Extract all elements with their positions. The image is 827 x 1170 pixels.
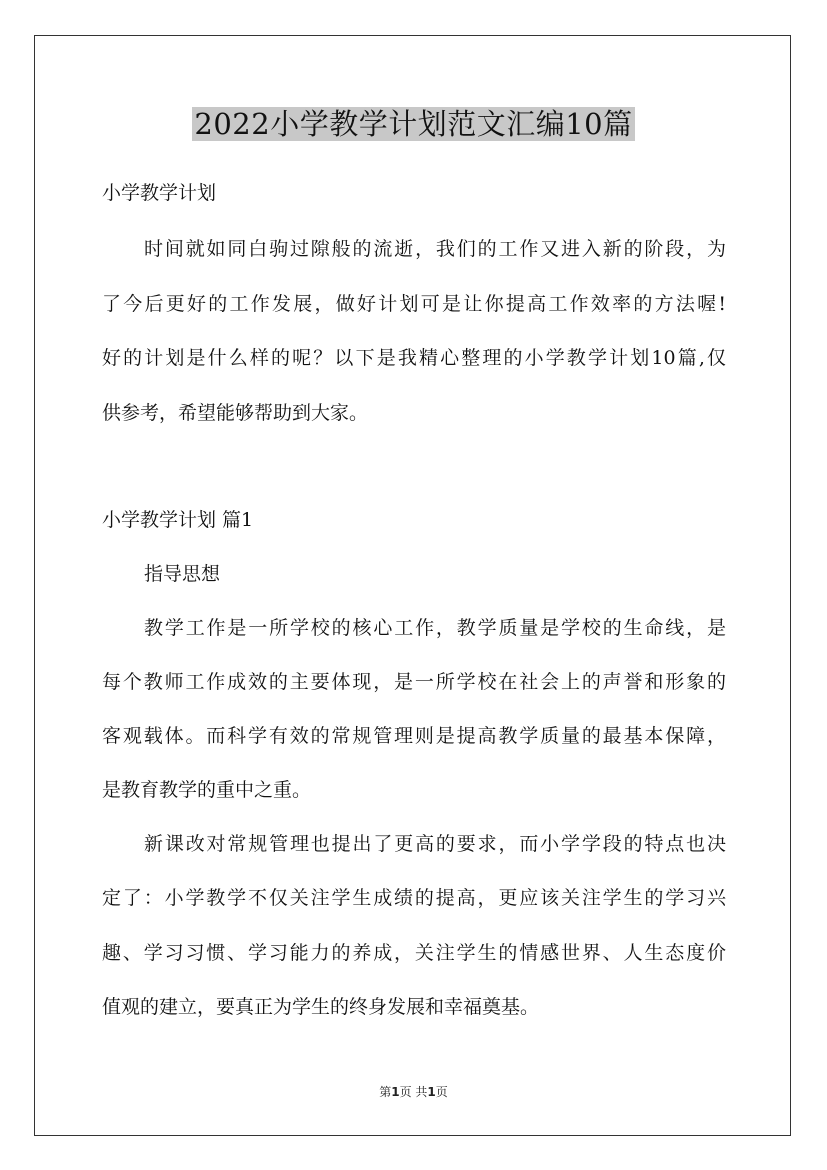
part-subheading: 指导思想 — [144, 563, 221, 585]
footer-prefix: 第 — [379, 1085, 392, 1099]
intro-line: 时间就如同白驹过隙般的流逝，我们的工作又进入新的阶段，为 — [144, 238, 726, 260]
intro-line: 供参考，希望能够帮助到大家。 — [102, 402, 369, 424]
section-heading: 小学教学计划 — [102, 182, 217, 204]
paragraph-line: 值观的建立，要真正为学生的终身发展和幸福奠基。 — [102, 996, 540, 1018]
paragraph-line: 趣、学习习惯、学习能力的养成，关注学生的情感世界、人生态度价 — [102, 942, 726, 964]
paragraph-line: 新课改对常规管理也提出了更高的要求，而小学学段的特点也决 — [144, 833, 726, 855]
paragraph-line: 客观载体。而科学有效的常规管理则是提高教学质量的最基本保障， — [102, 725, 726, 747]
footer-current-page: 1 — [391, 1085, 400, 1099]
intro-line: 了今后更好的工作发展，做好计划可是让你提高工作效率的方法喔! — [102, 293, 726, 315]
paragraph-line: 是教育教学的重中之重。 — [102, 779, 312, 801]
part-heading: 小学教学计划 篇1 — [102, 509, 254, 531]
page-footer — [0, 1084, 827, 1100]
document-title — [0, 104, 827, 144]
footer-suffix: 页 — [435, 1085, 448, 1099]
paragraph-line: 教学工作是一所学校的核心工作，教学质量是学校的生命线，是 — [144, 617, 726, 639]
footer-total-pages: 1 — [427, 1085, 436, 1099]
paragraph-line: 定了：小学教学不仅关注学生成绩的提高，更应该关注学生的学习兴 — [102, 887, 726, 909]
paragraph-line: 每个教师工作成效的主要体现，是一所学校在社会上的声誉和形象的 — [102, 671, 726, 693]
document-title-text: 2022小学教学计划范文汇编10篇 — [194, 107, 633, 141]
footer-mid: 页 共 — [399, 1085, 428, 1099]
intro-line: 好的计划是什么样的呢？以下是我精心整理的小学教学计划10篇,仅 — [102, 347, 726, 369]
